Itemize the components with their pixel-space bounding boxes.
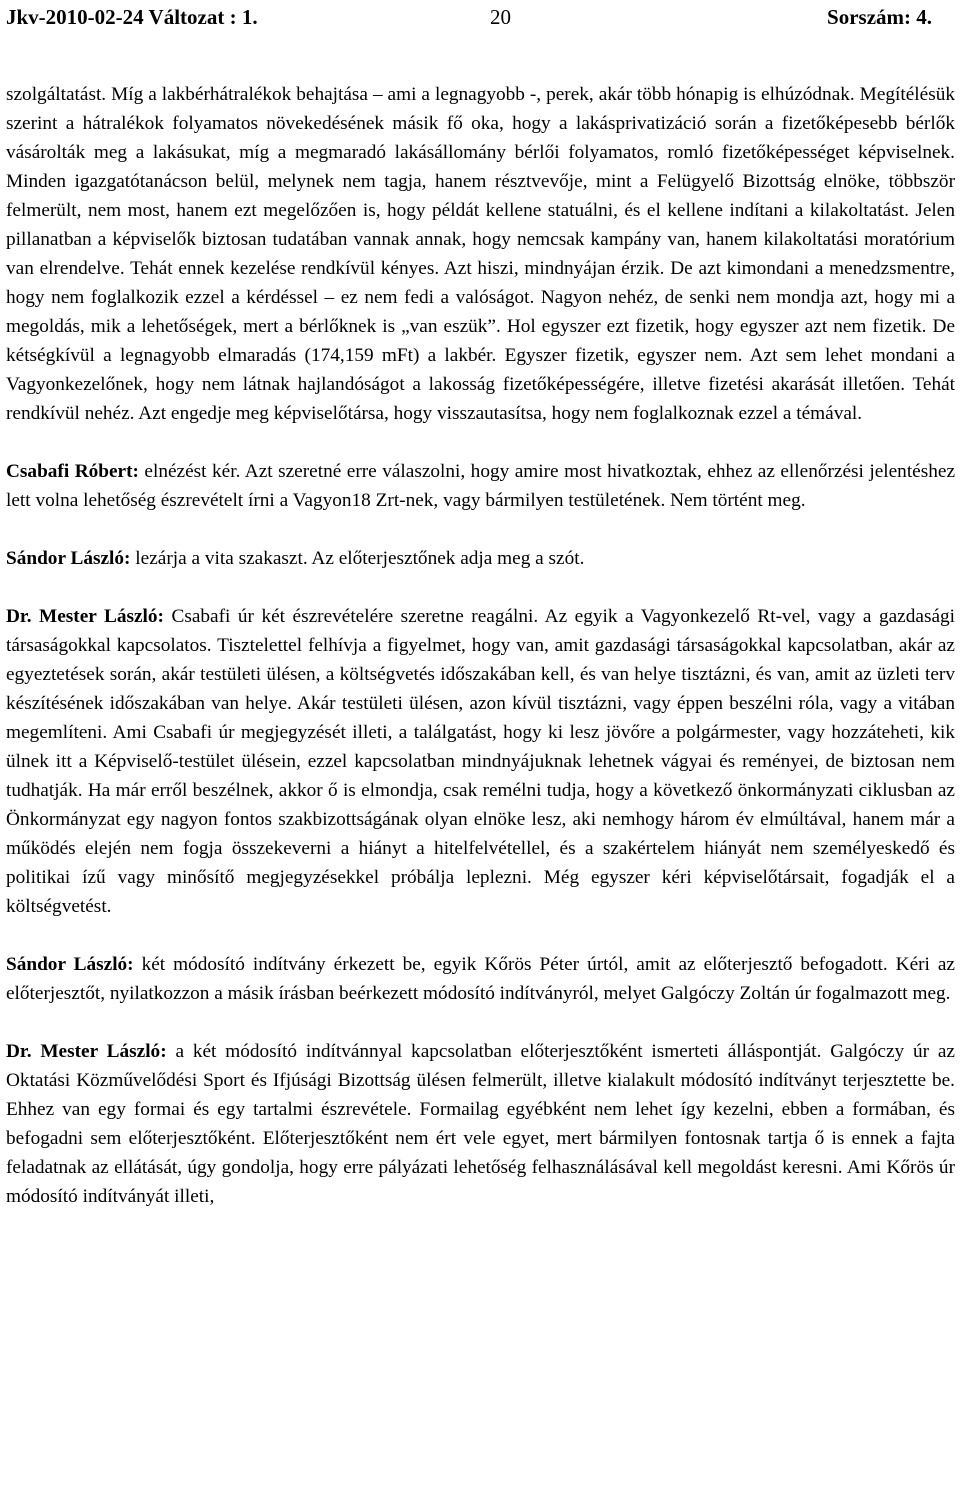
paragraph <box>6 950 955 1008</box>
document-id: Jkv-2010-02-24 Változat : 1. <box>6 5 258 29</box>
paragraph-text: elnézést kér. Azt szeretné erre válaszolni, hogy amire most hivatkoztak, ehhez az ellenőrzési jelentéshez lett volna lehetőség észrevételt írni a Vagyon18 Zrt-nek, vagy bármilyen testületének. Nem történt meg. <box>6 461 955 511</box>
paragraph <box>6 544 955 573</box>
paragraph-text: két módosító indítvány érkezett be, egyik Kőrös Péter úrtól, amit az előterjesztő befogadott. Kéri az előterjesztőt, nyilatkozzon a másik írásban beérkezett módosító indítványról, melyet Galgóczy Zoltán úr fogalmazott meg. <box>6 954 955 1004</box>
page-header <box>6 0 954 34</box>
document-body <box>6 80 955 1240</box>
speaker-name: Sándor László: <box>6 954 134 975</box>
paragraph <box>6 457 955 515</box>
speaker-name: Dr. Mester László: <box>6 606 164 627</box>
paragraph <box>6 80 955 428</box>
paragraph-text: Csabafi úr két észrevételére szeretne reagálni. Az egyik a Vagyonkezelő Rt-vel, vagy a gazdasági társaságokkal kapcsolatos. Tisztelettel felhívja a figyelmet, hogy van, amit gazdasági társaságokkal kapcsolatban, akár az egyeztetések során, akár testületi ülésen, a költségvetés időszakában kell, és van helye tisztázni, és van, amit az üzleti terv készítésének időszakában van helye. Akár testületi ülésen, azon kívül tisztázni, vagy éppen beszélni róla, vagy a vitában megemlíteni. Ami Csabafi úr megjegyzését illeti, a találgatást, hogy ki lesz jövőre a polgármester, vagy hozzáteheti, kik ülnek itt a Képviselő-testület ülésein, ezzel kapcsolatban mindnyájuknak lehetnek vágyai és reményei, de biztosan nem tudhatják. Ha már erről beszélnek, akkor ő is elmondja, csak remélni tudja, hogy a következő önkormányzati ciklusban az Önkormányzat egy nagyon fontos szakbizottságának olyan elnöke lesz, aki nemhogy három év elmúltával, hanem már a működés elején nem fogja összekeverni a hiányt a hitelfelvétellel, és a szakértelem hiányát nem személyeskedő és politikai ízű vagy minősítő megjegyzésekkel próbálja leplezni. Még egyszer kéri képviselőtársait, fogadják el a költségvetést. <box>6 606 955 917</box>
paragraph-text: a két módosító indítvánnyal kapcsolatban előterjesztőként ismerteti álláspontját. Galgóczy úr az Oktatási Közművelődési Sport és Ifjúsági Bizottság ülésen felmerült, illetve kialakult módosító indítványt terjesztette be. Ehhez van egy formai és egy tartalmi észrevétele. Formailag egyébként nem lehet így kezelni, ebben a formában, és befogadni sem előterjesztőként. Előterjesztőként nem ért vele egyet, mert bármilyen fontosnak tartja ő is ennek a fajta feladatnak az ellátását, úgy gondolja, hogy erre pályázati lehetőség felhasználásával kell megoldást keresni. Ami Kőrös úr módosító indítványát illeti, <box>6 1041 955 1207</box>
paragraph-text: szolgáltatást. Míg a lakbérhátralékok behajtása – ami a legnagyobb -, perek, akár több hónapig is elhúzódnak. Megítélésük szerint a hátralékok folyamatos növekedésének másik fő oka, hogy a lakásprivatizáció során a fizetőképesebb bérlők vásárolták meg a lakásukat, míg a megmaradó lakásállomány bérlői folyamatos, romló fizetőképességet képviselnek. Minden igazgatótanácson belül, melynek nem tagja, hanem résztvevője, mint a Felügyelő Bizottság elnöke, többször felmerült, nem most, hanem ezt megelőzően is, hogy példát kellene statuálni, és el kellene indítani a kilakoltatást. Jelen pillanatban a képviselők biztosan tudatában vannak annak, hogy nemcsak kampány van, hanem kilakoltatási moratórium van elrendelve. Tehát ennek kezelése rendkívül kényes. Azt hiszi, mindnyájan érzik. De azt kimondani a menedzsmentre, hogy nem foglalkozik ezzel a kérdéssel – ez nem fedi a valóságot. Nagyon nehéz, de senki nem mondja azt, hogy mi a megoldás, mik a lehetőségek, mert a bérlőknek is „van eszük”. Hol egyszer ezt fizetik, hogy egyszer azt nem fizetik. De kétségkívül a legnagyobb elmaradás (174,159 mFt) a lakbér. Egyszer fizetik, egyszer nem. Azt sem lehet mondani a Vagyonkezelőnek, hogy nem látnak hajlandóságot a lakosság fizetőképességére, illetve fizetési akarását illetően. Tehát rendkívül nehéz. Azt engedje meg képviselőtársa, hogy visszautasítsa, hogy nem foglalkoznak ezzel a témával. <box>6 84 955 424</box>
paragraph-text: lezárja a vita szakaszt. Az előterjesztőnek adja meg a szót. <box>130 548 585 569</box>
paragraph <box>6 1037 955 1211</box>
speaker-name: Sándor László: <box>6 548 131 569</box>
speaker-name: Csabafi Róbert: <box>6 461 139 482</box>
paragraph <box>6 602 955 921</box>
speaker-name: Dr. Mester László: <box>6 1041 167 1062</box>
page-number: 20 <box>490 5 511 29</box>
sequence-number: Sorszám: 4. <box>827 5 932 29</box>
